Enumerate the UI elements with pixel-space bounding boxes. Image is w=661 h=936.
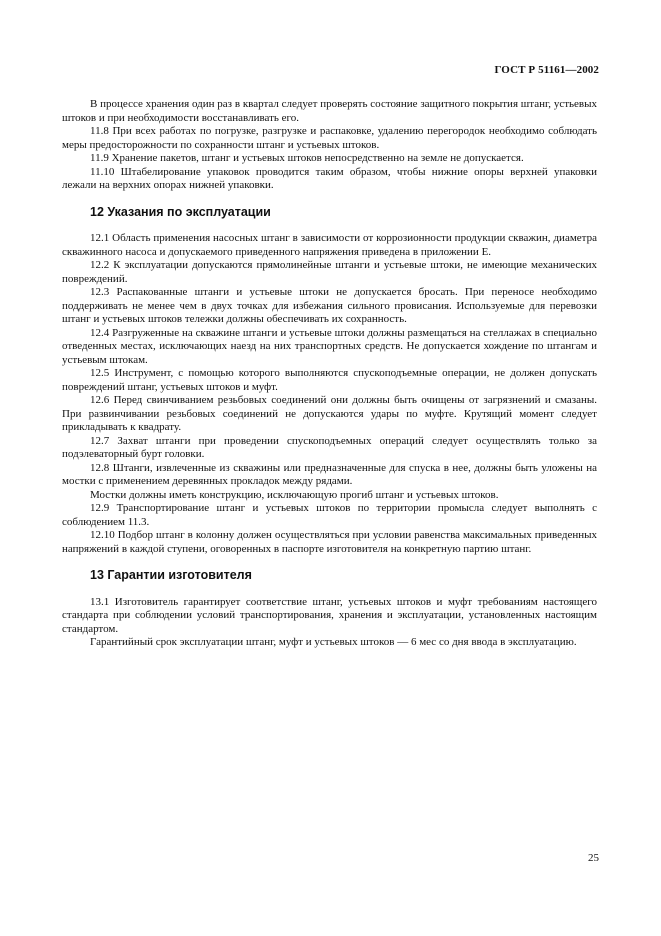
paragraph: Гарантийный срок эксплуатации штанг, муфт и устьевых штоков — 6 мес со дня ввода в эксплуатацию. xyxy=(90,636,577,648)
paragraph: 12.5 Инструмент, с помощью которого выполняются спускоподъемные операции, не должен допускать повреждений штанг, устьевых штоков и муфт. xyxy=(62,367,597,393)
paragraph: 13.1 Изготовитель гарантирует соответствие штанг, устьевых штоков и муфт требованиям настоящего стандарта при соблюдении условий транспортирования, хранения и эксплуатации, установленных настоящим стандартом. xyxy=(62,595,597,635)
paragraph: 12.9 Транспортирование штанг и устьевых штоков по территории промысла следует выполнять с соблюдением 11.3. xyxy=(62,502,597,528)
paragraph: 12.10 Подбор штанг в колонну должен осуществляться при условии равенства максимальных приведенных напряжений в каждой ступени, оговоренных в паспорте изготовителя на конкретную партию штанг. xyxy=(62,529,597,555)
document-code-header: ГОСТ Р 51161—2002 xyxy=(494,64,599,76)
section-12-title: 12 Указания по эксплуатации xyxy=(90,204,271,219)
page-number: 25 xyxy=(588,852,599,864)
paragraph: В процессе хранения один раз в квартал следует проверять состояние защитного покрытия штанг, устьевых штоков и при необходимости восстанавливать его. xyxy=(62,98,597,124)
paragraph: 12.6 Перед свинчиванием резьбовых соединений они должны быть очищены от загрязнений и смазаны. При развинчивании резьбовых соединений не допускаются удары по муфте. Крутящий момент следует прикладывать к квадрату. xyxy=(62,394,597,433)
section-13-title: 13 Гарантии изготовителя xyxy=(90,568,252,582)
paragraph: 12.4 Разгруженные на скважине штанги и устьевые штоки должны размещаться на стеллажах в специально отведенных местах, исключающих наезд на них транспортных средств. Не допускается хождение по штангам и устьевым штокам. xyxy=(62,326,597,366)
paragraph: 11.10 Штабелирование упаковок проводится таким образом, чтобы нижние опоры верхней упаковки лежали на верхних опорах нижней упаковки. xyxy=(62,165,597,191)
paragraph: 12.2 К эксплуатации допускаются прямолинейные штанги и устьевые штоки, не имеющие механических повреждений. xyxy=(62,259,597,285)
document-body xyxy=(62,98,597,650)
paragraph: 12.7 Захват штанги при проведении спускоподъемных операций следует осуществлять только за подэлеваторный бурт головки. xyxy=(62,434,597,460)
paragraph: 12.8 Штанги, извлеченные из скважины или предназначенные для спуска в нее, должны быть уложены на мостки с применением деревянных прокладок между рядами. xyxy=(62,461,597,487)
paragraph: 12.1 Область применения насосных штанг в зависимости от коррозионности продукции скважин, диаметра скважинного насоса и допускаемого приведенного напряжения приведена в приложении Е. xyxy=(62,232,597,258)
paragraph: 11.9 Хранение пакетов, штанг и устьевых штоков непосредственно на земле не допускается. xyxy=(90,152,524,164)
paragraph: 11.8 При всех работах по погрузке, разгрузке и распаковке, удалению перегородок необходимо соблюдать меры предосторожности по сохранности штанг и устьевых штоков. xyxy=(62,125,597,151)
paragraph: Мостки должны иметь конструкцию, исключающую прогиб штанг и устьевых штоков. xyxy=(90,488,499,501)
paragraph: 12.3 Распакованные штанги и устьевые штоки не допускается бросать. При переносе необходимо поддерживать не менее чем в двух точках для избежания сильного провисания. Используемые для перевозки штанг и устьевых штоков тележки должны обеспечивать их сохранность. xyxy=(62,286,597,325)
